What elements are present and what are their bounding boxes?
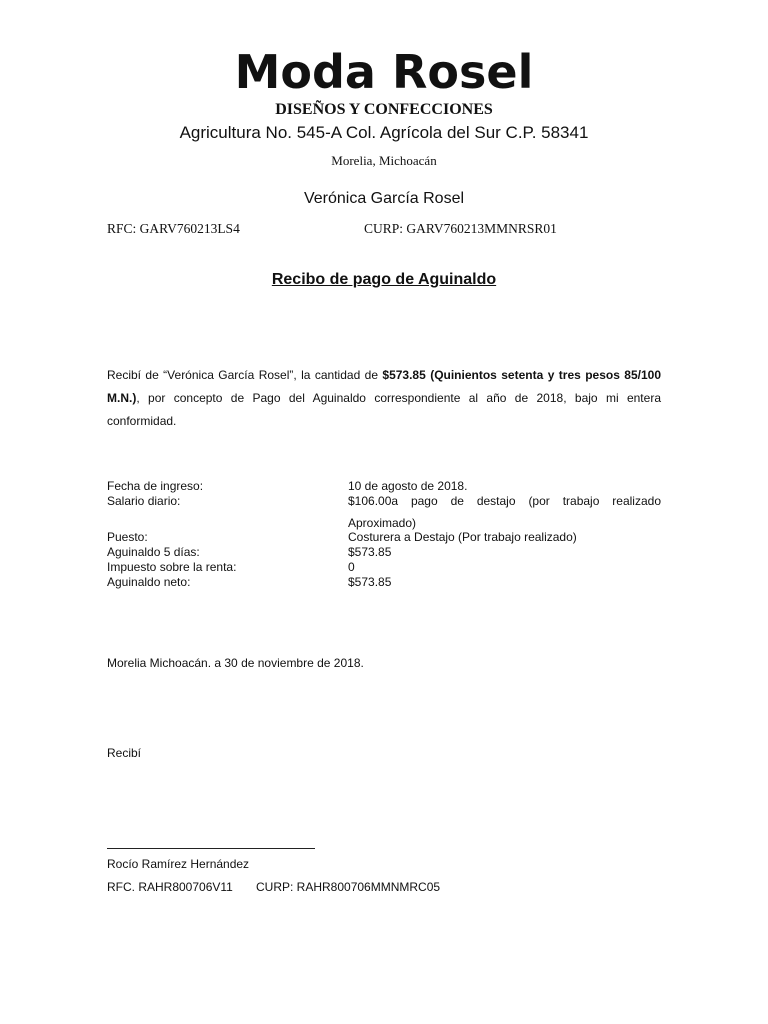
- detail-value: 10 de agosto de 2018.: [348, 479, 468, 493]
- owner-rfc: RFC: GARV760213LS4: [107, 221, 240, 236]
- statement-start: Recibí de “Verónica García Rosel”, la cantidad de: [107, 368, 383, 382]
- statement-end: , por concepto de Pago del Aguinaldo correspondiente al año de 2018, bajo mi entera conformidad.: [107, 391, 661, 428]
- detail-value: $573.85: [348, 545, 392, 559]
- place-date: Morelia Michoacán. a 30 de noviembre de 2018.: [107, 656, 364, 670]
- detail-value: 0: [348, 560, 355, 574]
- signature-line: [107, 848, 315, 849]
- owner-name: Verónica García Rosel: [303, 190, 465, 207]
- receipt-statement: [107, 364, 661, 433]
- detail-label: Aguinaldo neto:: [107, 575, 191, 589]
- company-address: Agricultura No. 545-A Col. Agrícola del Sur C.P. 58341: [179, 123, 589, 142]
- detail-label: Aguinaldo 5 días:: [107, 545, 200, 559]
- received-label: Recibí: [107, 746, 142, 760]
- signer-rfc: RFC. RAHR800706V11: [107, 880, 233, 894]
- detail-value: Costurera a Destajo (Por trabajo realizado): [348, 530, 577, 544]
- signer-curp: CURP: RAHR800706MMNMRC05: [256, 880, 441, 894]
- detail-label: Salario diario:: [107, 494, 181, 508]
- detail-label: Fecha de ingreso:: [107, 479, 204, 493]
- company-name: Moda Rosel: [234, 45, 534, 99]
- company-city: Morelia, Michoacán: [331, 153, 437, 168]
- detail-value: $573.85: [348, 575, 392, 589]
- detail-value: $106.00a pago de destajo (por trabajo realizado Aproximado): [348, 494, 661, 530]
- statement-amount: $573.85 (Quinientos setenta y tres pesos 85/100 M.N.): [107, 368, 661, 405]
- owner-curp: CURP: GARV760213MMNRSR01: [364, 221, 557, 236]
- document-title: Recibo de pago de Aguinaldo: [271, 271, 497, 288]
- detail-label: Impuesto sobre la renta:: [107, 560, 237, 574]
- detail-label: Puesto:: [107, 530, 148, 544]
- signer-name: Rocío Ramírez Hernández: [107, 857, 250, 871]
- company-tagline: DISEÑOS Y CONFECCIONES: [275, 101, 493, 118]
